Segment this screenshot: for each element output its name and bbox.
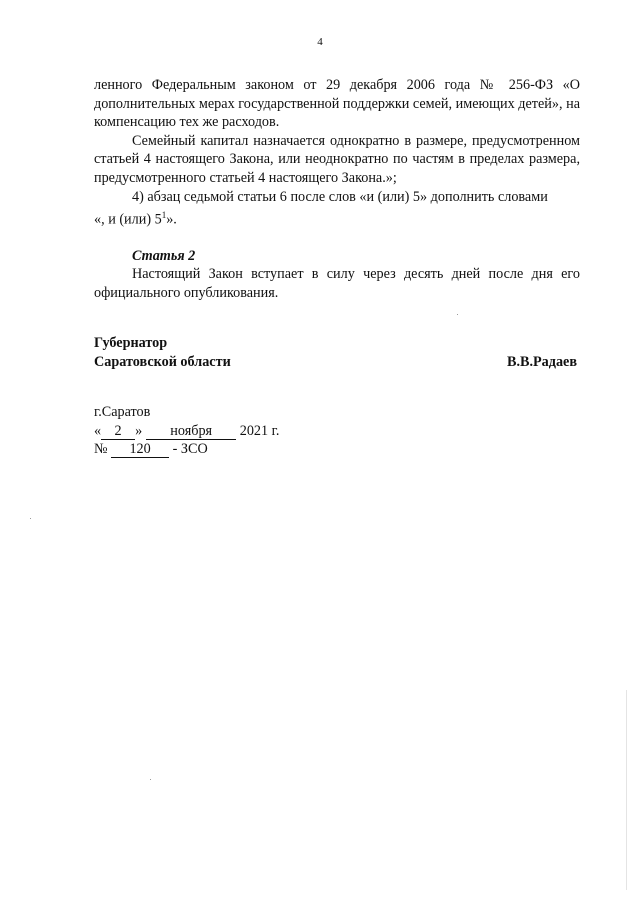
issue-place: г.Саратов bbox=[94, 404, 151, 420]
date-close-quote: » bbox=[135, 422, 143, 439]
signatory-title-line1: Губернатор bbox=[94, 335, 168, 351]
paragraph-amendment-4: 4) абзац седьмой статьи 6 после слов «и (или) 5» дополнить словами bbox=[132, 188, 548, 205]
signatory-title-line2: Саратовской области bbox=[94, 353, 231, 370]
scan-speck bbox=[457, 314, 458, 315]
signatory-name: В.В.Радаев bbox=[506, 353, 577, 370]
page-number: 4 bbox=[317, 36, 323, 48]
issue-details bbox=[94, 403, 279, 459]
superscript-index: 1 bbox=[161, 210, 167, 221]
number-value: 120 bbox=[111, 442, 169, 458]
number-suffix: - ЗСО bbox=[172, 441, 208, 458]
article-heading: Статья 2 bbox=[132, 248, 196, 264]
law-text-part-2 bbox=[94, 265, 580, 302]
paragraph-continued: ленного Федеральным законом от 29 декабря 2006 года № 256-ФЗ «О дополнительных мерах государственной поддержки семей, имеющих детей», на компенсацию тех же расходов. bbox=[94, 77, 580, 131]
issue-date bbox=[94, 422, 279, 441]
date-open-quote: « bbox=[94, 422, 102, 439]
amendment-tail: ». bbox=[166, 211, 177, 228]
date-month: ноября bbox=[146, 424, 236, 440]
scan-speck bbox=[30, 518, 31, 519]
scan-edge-line bbox=[626, 690, 627, 890]
document-number bbox=[94, 440, 279, 459]
scan-speck bbox=[150, 779, 151, 780]
amendment-text: «, и (или) 5 bbox=[94, 211, 162, 228]
date-year: 2021 г. bbox=[239, 422, 280, 439]
signature-block bbox=[94, 334, 580, 371]
date-day: 2 bbox=[101, 424, 135, 440]
paragraph-family-capital: Семейный капитал назначается однократно в размере, предусмотренном статьей 4 настоящего Закона, или неоднократно по частям в пределах размера, предусмотренного статьей 4 настоящего Закона.»; bbox=[94, 132, 580, 186]
law-text-part-1 bbox=[94, 76, 580, 229]
number-prefix: № bbox=[94, 441, 108, 458]
paragraph-entry-into-force: Настоящий Закон вступает в силу через десять дней после дня его официального опубликования. bbox=[94, 266, 580, 301]
paragraph-amendment-4-end bbox=[94, 206, 580, 229]
